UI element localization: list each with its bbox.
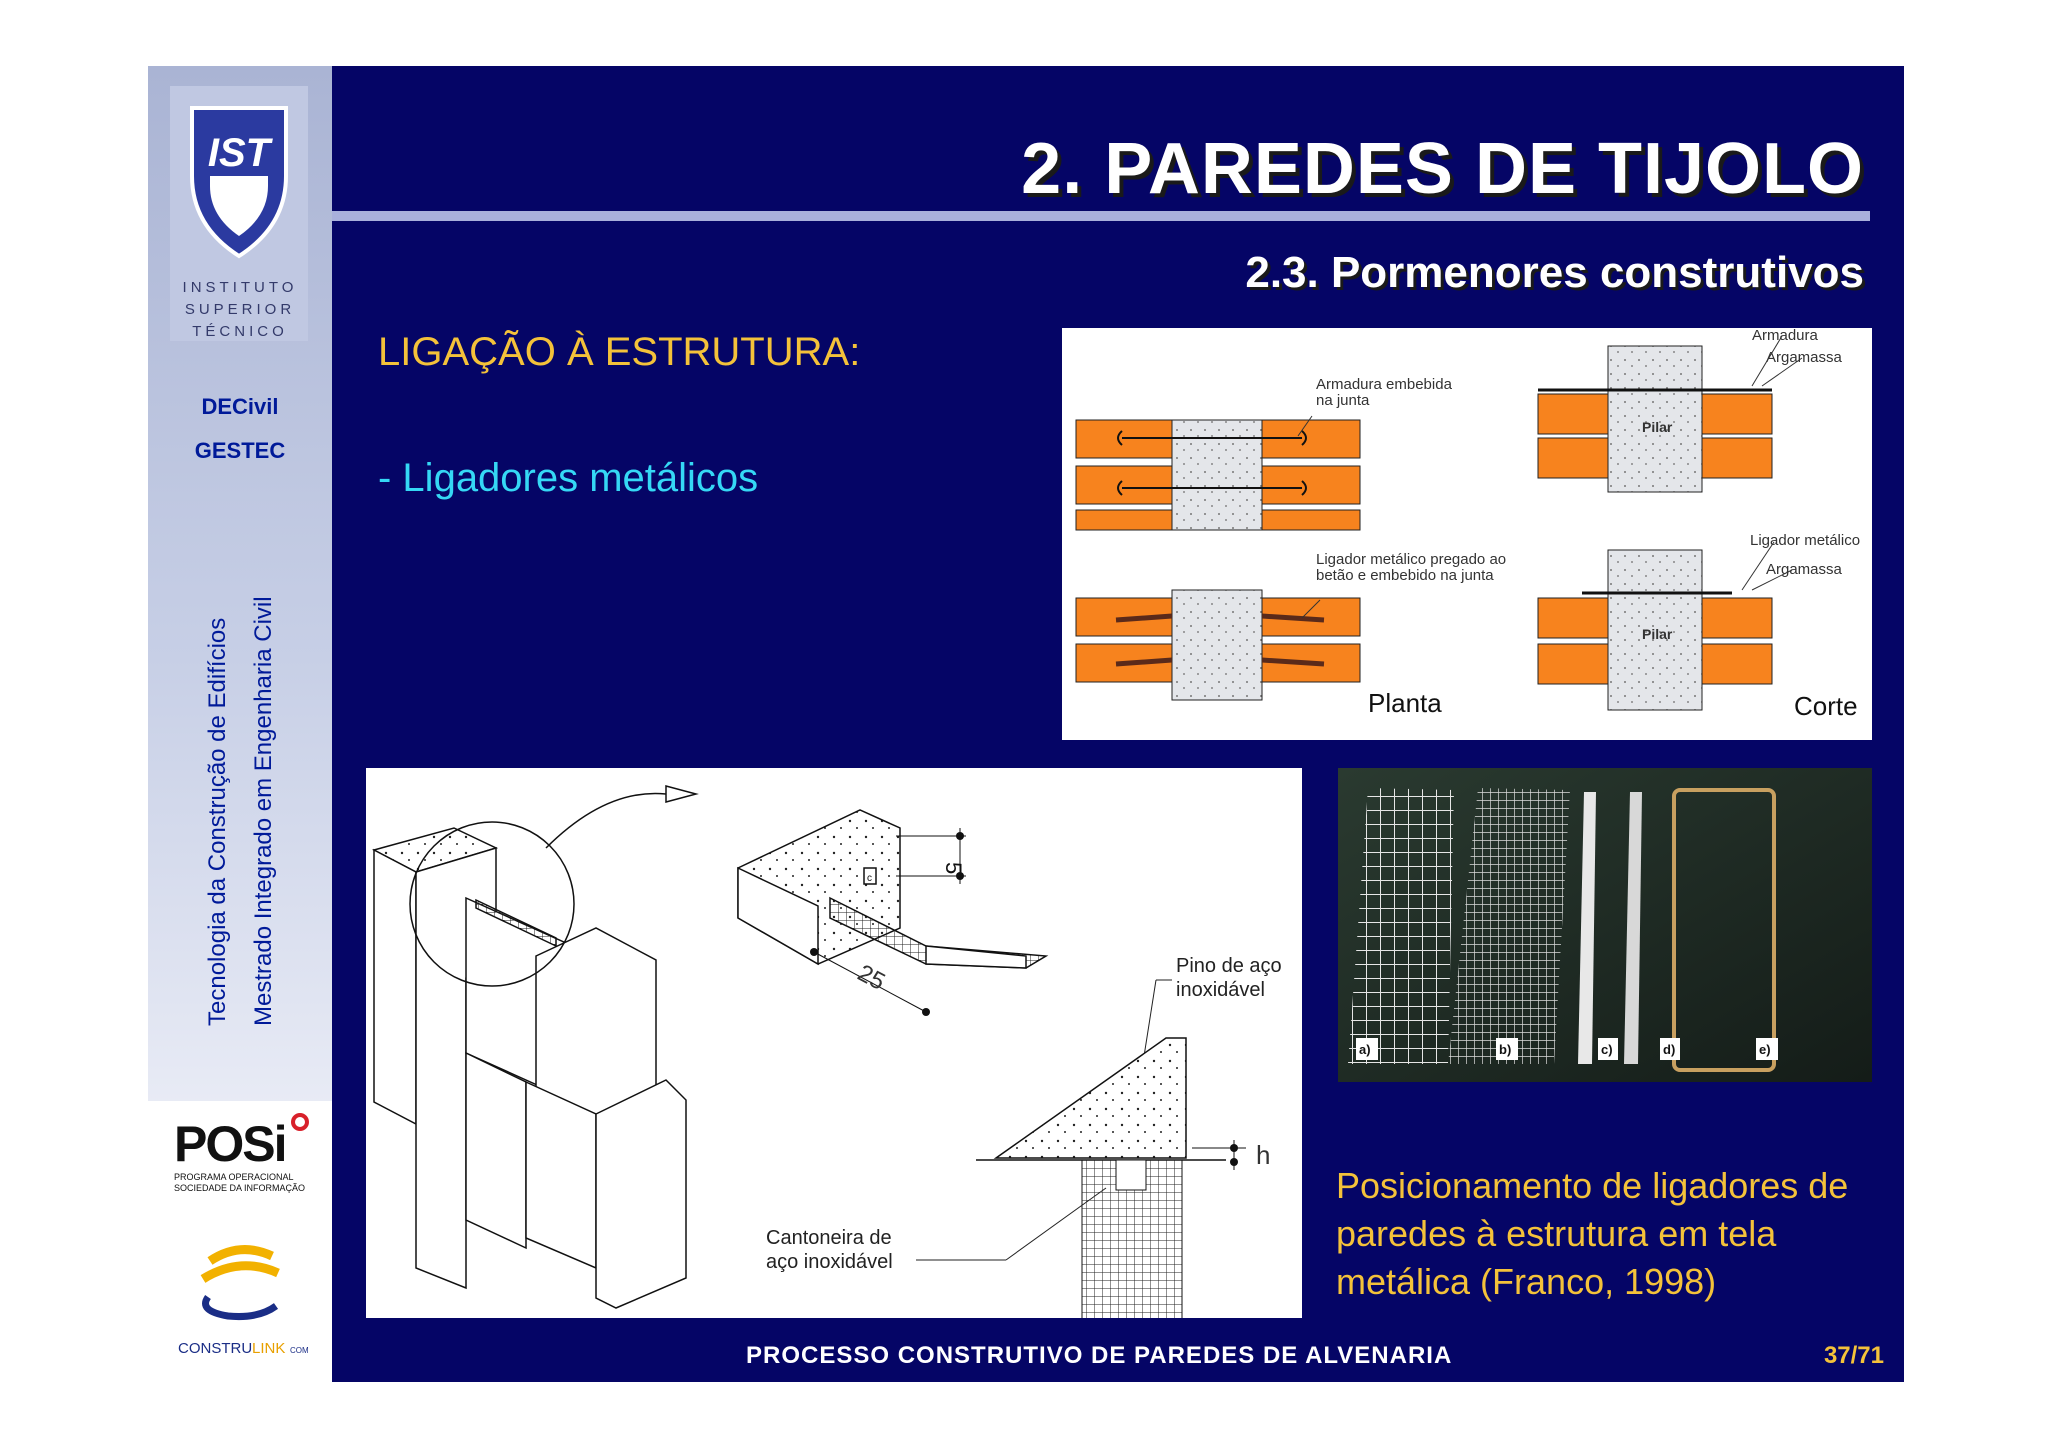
dim-5: 5	[941, 862, 966, 875]
label-pino-1: Pino de aço	[1176, 955, 1282, 977]
construlink-logo-icon	[178, 1250, 309, 1357]
section-heading: LIGAÇÃO À ESTRUTURA:	[378, 330, 861, 374]
institute-line: INSTITUTO	[182, 279, 298, 296]
label-pilar-2: Pilar	[1642, 626, 1673, 642]
slide-subtitle: 2.3. Pormenores construtivos	[1245, 248, 1864, 297]
photo-label-a: a)	[1359, 1042, 1371, 1057]
svg-text:IST: IST	[207, 131, 271, 175]
label-armadura: Armadura	[1752, 328, 1818, 344]
slide	[148, 66, 1904, 1382]
dim-h: h	[1256, 1140, 1271, 1170]
figure-caption: Posicionamento de ligadores de paredes à estrutura em tela metálica (Franco, 1998)	[1336, 1165, 1849, 1302]
label-na-junta: na junta	[1316, 392, 1370, 409]
label-argamassa-2: Argamassa	[1766, 561, 1842, 578]
corte-top-drawing	[1538, 328, 1843, 492]
planta-corte-drawing	[1062, 328, 1872, 740]
dept-gestec: GESTEC	[194, 438, 286, 463]
bullet-item: - Ligadores metálicos	[378, 456, 759, 500]
label-pilar: Pilar	[1642, 419, 1673, 435]
slide-title: 2. PAREDES DE TIJOLO	[1021, 129, 1864, 209]
isometric-detail-drawing	[366, 768, 1302, 1318]
corte-bottom-drawing	[1538, 532, 1860, 710]
label-pino-2: inoxidável	[1176, 979, 1265, 1001]
label-c: c	[867, 873, 872, 884]
label-corte: Corte	[1794, 691, 1858, 721]
posi-logo-icon	[174, 1115, 307, 1193]
photo-metallic-ties	[1338, 768, 1872, 1082]
dept-decivil: DECivil	[201, 394, 279, 419]
institute-line: SUPERIOR	[184, 301, 296, 318]
vertical-program-title: Mestrado Integrado em Engenharia Civil	[250, 596, 277, 1026]
footer-text: PROCESSO CONSTRUTIVO DE PAREDES DE ALVENARIA	[746, 1342, 1453, 1369]
institute-line: TÉCNICO	[192, 323, 288, 340]
label-cantoneira-1: Cantoneira de	[766, 1227, 892, 1249]
photo-label-d: d)	[1663, 1042, 1676, 1057]
metallic-ties-photo	[1338, 768, 1872, 1082]
label-ligador-metalico: Ligador metálico	[1750, 532, 1861, 549]
label-cantoneira-2: aço inoxidável	[766, 1251, 893, 1273]
label-ligador-1: Ligador metálico pregado ao	[1316, 551, 1507, 568]
figure-planta-corte	[1062, 328, 1872, 740]
ist-shield-icon	[170, 86, 308, 266]
label-armadura-embebida: Armadura embebida	[1316, 376, 1452, 393]
label-argamassa: Argamassa	[1766, 349, 1842, 366]
photo-label-c: c)	[1601, 1042, 1613, 1057]
planta-bottom-drawing	[1076, 551, 1506, 700]
partner-logos	[148, 1101, 332, 1382]
photo-label-e: e)	[1759, 1042, 1771, 1057]
vertical-course-title: Tecnologia da Construção de Edifícios	[204, 617, 231, 1026]
page-number: 37/71	[1823, 1342, 1884, 1369]
posi-sub-1: PROGRAMA OPERACIONAL	[174, 1172, 294, 1182]
label-ligador-2: betão e embebido na junta	[1316, 567, 1494, 584]
photo-label-b: b)	[1499, 1042, 1512, 1057]
posi-sub-2: SOCIEDADE DA INFORMAÇÃO	[174, 1183, 306, 1193]
sidebar-logos	[148, 1101, 332, 1382]
dim-25: 25	[853, 959, 890, 996]
label-planta: Planta	[1368, 688, 1442, 718]
sidebar	[148, 66, 332, 1382]
figure-isometric-detail	[366, 768, 1302, 1318]
posi-brand: POSi	[174, 1116, 286, 1172]
planta-top-drawing	[1076, 376, 1453, 530]
title-underline	[332, 211, 1870, 221]
construlink-text-c: COM	[290, 1346, 309, 1355]
construlink-text-b: LINK	[252, 1340, 286, 1357]
construlink-text-a: CONSTRU	[178, 1340, 253, 1357]
